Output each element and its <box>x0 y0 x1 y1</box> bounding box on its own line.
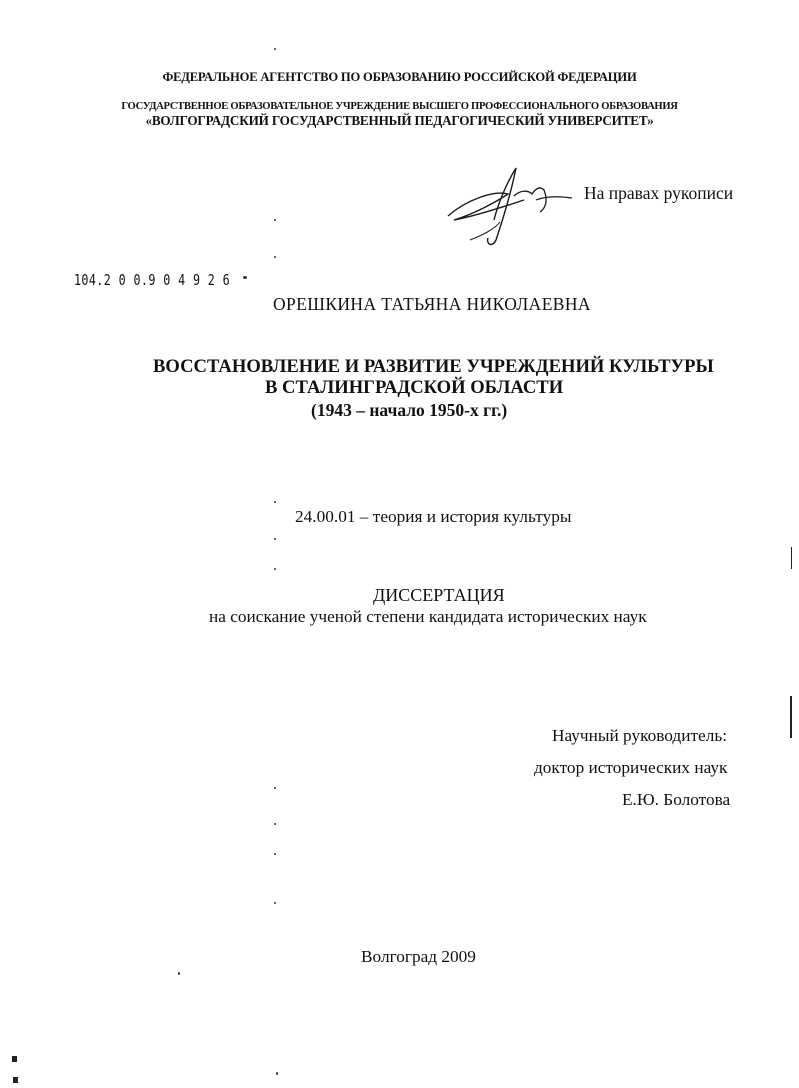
scan-edge-mark <box>12 1056 17 1062</box>
scan-edge-mark <box>790 696 792 738</box>
title-line-3: (1943 – начало 1950-х гг.) <box>311 400 508 420</box>
scan-speck <box>274 219 276 221</box>
scan-speck <box>274 902 276 904</box>
scan-speck <box>274 787 276 789</box>
scan-edge-mark <box>791 547 792 569</box>
university-name: «ВОЛГОГРАДСКИЙ ГОСУДАРСТВЕННЫЙ ПЕДАГОГИЧЕСКИЙ УНИВЕРСИТЕТ» <box>145 113 654 128</box>
degree-line: на соискание ученой степени кандидата исторических наук <box>209 607 647 626</box>
specialty-code: 24.00.01 – теория и история культуры <box>295 507 572 526</box>
signature-mark <box>436 160 576 250</box>
scan-edge-mark <box>13 1077 18 1083</box>
title-line-1: ВОССТАНОВЛЕНИЕ И РАЗВИТИЕ УЧРЕЖДЕНИЙ КУЛЬТУРЫ <box>153 356 714 377</box>
institution-type: ГОСУДАРСТВЕННОЕ ОБРАЗОВАТЕЛЬНОЕ УЧРЕЖДЕНИЕ ВЫСШЕГО ПРОФЕССИОНАЛЬНОГО ОБРАЗОВАНИЯ <box>121 101 678 112</box>
scan-speck <box>274 568 276 570</box>
agency-name: ФЕДЕРАЛЬНОЕ АГЕНТСТВО ПО ОБРАЗОВАНИЮ РОССИЙСКОЙ ФЕДЕРАЦИИ <box>162 70 637 84</box>
scan-speck <box>274 48 276 50</box>
scan-speck <box>274 823 276 825</box>
document-type: ДИССЕРТАЦИЯ <box>373 585 505 605</box>
scan-speck <box>274 853 276 855</box>
author-name: ОРЕШКИНА ТАТЬЯНА НИКОЛАЕВНА <box>273 294 591 314</box>
supervisor-caption: Научный руководитель: <box>552 726 727 745</box>
city-year: Волгоград 2009 <box>361 947 476 966</box>
supervisor-degree: доктор исторических наук <box>534 758 728 777</box>
scan-speck <box>274 501 276 503</box>
scan-speck <box>178 972 180 975</box>
manuscript-rights-note: На правах рукописи <box>584 183 734 203</box>
scan-speck <box>243 276 247 279</box>
scan-speck <box>274 538 276 540</box>
library-shelfmark: 104.2 0 0.9 0 4 9 2 6 <box>74 271 231 289</box>
title-line-2: В СТАЛИНГРАДСКОЙ ОБЛАСТИ <box>265 377 564 398</box>
scan-speck <box>276 1072 278 1075</box>
scan-speck <box>274 256 276 258</box>
supervisor-name: Е.Ю. Болотова <box>622 790 731 809</box>
